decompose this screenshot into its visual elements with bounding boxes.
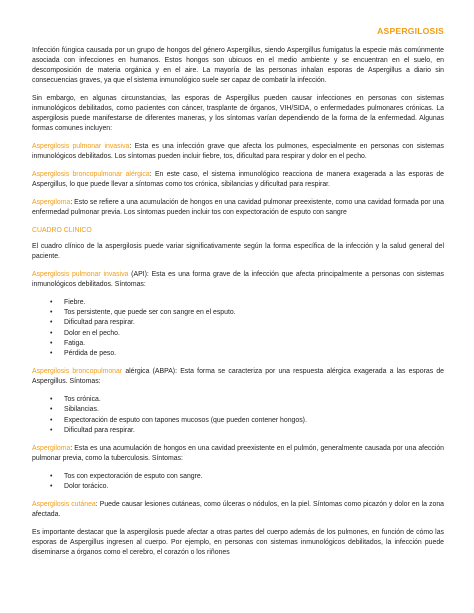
page-title: ASPERGILOSIS xyxy=(377,26,444,36)
form-text: : Esto se refiere a una acumulación de hongos en una cavidad pulmonar preexistente, como una cavidad formada por una enfermedad pulmonar previa. Los síntomas pueden incluir tos con expectoración de esputo con sangre xyxy=(32,199,444,216)
list-item: • Dificultad para respirar. xyxy=(54,426,444,436)
term-highlight: Aspergilosis broncopulmonar alérgica xyxy=(32,171,150,178)
form-item-invasive xyxy=(32,142,444,162)
list-item: • Fatiga. xyxy=(54,339,444,349)
abpa-symptom-list xyxy=(32,395,444,436)
clinical-intro: El cuadro clínico de la aspergilosis puede variar significativamente según la forma específica de la infección y la salud general del paciente. xyxy=(32,243,444,260)
list-item: • Dolor en el pecho. xyxy=(54,329,444,339)
section-heading: CUADRO CLINICO xyxy=(32,227,92,234)
aspergiloma-text: : Esta es una acumulación de hongos en una cavidad preexistente en el pulmón, generalmente causada por una afección pulmonar previa, como la tuberculosis. Síntomas: xyxy=(32,445,444,463)
abpa-text: alérgica (ABPA): Esta forma se caracteriza por una respuesta alérgica exagerada a las esporas de Aspergillus. Síntomas: xyxy=(32,368,445,386)
form-text: : En este caso, el sistema inmunológico reacciona de manera exagerada a las esporas de Aspergillus, lo que puede llevar a síntomas como tos crónica, sibilancias y dificultad para respirar. xyxy=(32,171,445,188)
form-item-aspergiloma xyxy=(32,198,444,218)
abpa-paragraph xyxy=(32,367,444,387)
term-highlight: Aspergilosis cutánea xyxy=(32,501,96,509)
form-text: : Esta es una infección grave que afecta los pulmones, especialmente en personas con sistemas inmunológicos debilitados. Los síntomas pueden incluir fiebre, tos, dificultad para respirar y dolor en el pecho. xyxy=(32,143,444,160)
list-item: • Expectoración de esputo con tapones mucosos (que pueden contener hongos). xyxy=(54,416,444,426)
list-item: • Tos crónica. xyxy=(54,395,444,405)
intro-paragraph-1: Infección fúngica causada por un grupo de hongos del género Aspergillus, siendo Aspergillus fumigatus la especie más comúnmente asociada con infecciones en humanos. Estos hongos son ubicuos en el medio ambiente y se encuentran en el suelo, en descomposición de materia orgánica y en el aire. La mayoría de las personas inhalan esporas de Aspergillus a diario sin consecuencias graves, ya que el sistema inmunológico suele ser capaz de combatir la infección. xyxy=(32,47,444,84)
list-item: • Pérdida de peso. xyxy=(54,349,444,359)
aspergiloma-paragraph xyxy=(32,444,444,464)
closing-paragraph: Es importante destacar que la aspergilosis puede afectar a otras partes del cuerpo además de los pulmones, en función de cómo las esporas de Aspergillus ingresen al cuerpo. Por ejemplo, en personas con sistemas inmunológicos debilitados, la infección puede diseminarse a órganos como el cerebro, el corazón o los riñones xyxy=(32,529,444,557)
term-highlight: Aspergilosis pulmonar invasiva xyxy=(32,271,129,278)
api-symptom-list xyxy=(32,298,444,359)
cutanea-text: : Puede causar lesiones cutáneas, como úlceras o nódulos, en la piel. Síntomas como picazón y dolor en la zona afectada. xyxy=(32,501,444,519)
term-highlight: Aspergiloma xyxy=(32,445,71,453)
list-item: • Fiebre. xyxy=(54,298,444,308)
list-item: • Tos persistente, que puede ser con sangre en el esputo. xyxy=(54,308,444,318)
api-paragraph xyxy=(32,270,444,290)
cutanea-paragraph xyxy=(32,500,444,520)
aspergiloma-symptom-list xyxy=(32,472,444,492)
form-item-allergic xyxy=(32,170,444,190)
api-text: (API): Esta es una forma grave de la infección que afecta principalmente a personas con sistemas inmunológicos debilitados. Síntomas: xyxy=(32,271,444,288)
list-item: • Dolor torácico. xyxy=(54,482,444,492)
intro-paragraph-2: Sin embargo, en algunas circunstancias, las esporas de Aspergillus pueden causar infecciones en personas con sistemas inmunológicos debilitados, como pacientes con cáncer, trasplante de órganos, VIH/SIDA, o enfermedades pulmonares crónicas. La aspergilosis puede manifestarse de diferentes maneras, y los síntomas varían dependiendo de la forma de la enfermedad. Algunas formas comunes incluyen: xyxy=(32,95,444,132)
term-highlight: Aspergiloma xyxy=(32,199,71,206)
list-item: • Dificultad para respirar. xyxy=(54,318,444,328)
term-highlight: Aspergilosis pulmonar invasiva xyxy=(32,143,130,150)
list-item: • Tos con expectoración de esputo con sangre. xyxy=(54,472,444,482)
term-highlight: Aspergilosis broncopulmonar xyxy=(32,368,123,376)
list-item: • Sibilancias. xyxy=(54,405,444,415)
